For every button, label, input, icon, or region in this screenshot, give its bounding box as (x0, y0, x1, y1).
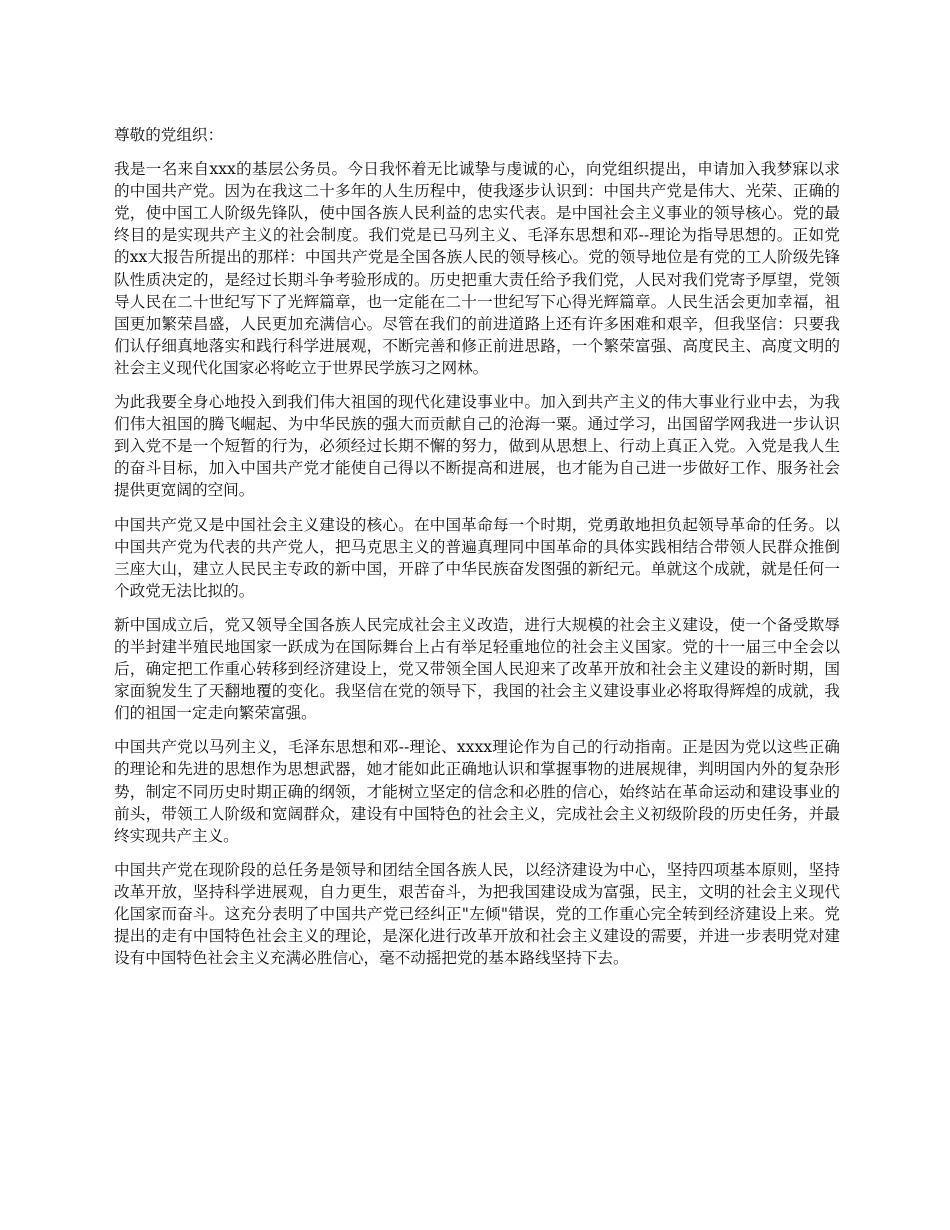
paragraph-6: 中国共产党在现阶段的总任务是领导和团结全国各族人民，以经济建设为中心，坚持四项基本原则，坚持改革开放，坚持科学进展观，自力更生，艰苦奋斗，为把我国建设成为富强，民主，文明的社会主义现代化国家而奋斗。这充分表明了中国共产党已经纠正"左倾"错误，党的工作重心完全转到经济建设上来。党提出的走有中国特色社会主义的理论，是深化进行改革开放和社会主义建设的需要，并进一步表明党对建设有中国特色社会主义充满必胜信心，毫不动摇把党的基本路线坚持下去。 (114, 860, 840, 968)
paragraph-4: 新中国成立后，党又领导全国各族人民完成社会主义改造，进行大规模的社会主义建设，使一个备受欺辱的半封建半殖民地国家一跃成为在国际舞台上占有举足轻重地位的社会主义国家。党的十一届三中全会以后，确定把工作重心转移到经济建设上，党又带领全国人民迎来了改革开放和社会主义建设的新时期，国家面貌发生了天翻地覆的变化。我坚信在党的领导下，我国的社会主义建设事业必将取得辉煌的成就，我们的祖国一定走向繁荣富强。 (114, 615, 840, 723)
paragraph-1: 我是一名来自xxx的基层公务员。今日我怀着无比诚挚与虔诚的心，向党组织提出，申请加入我梦寐以求的中国共产党。因为在我这二十多年的人生历程中，使我逐步认识到：中国共产党是伟大、光荣、正确的党，使中国工人阶级先锋队，使中国各族人民利益的忠实代表。是中国社会主义事业的领导核心。党的最终目的是实现共产主义的社会制度。我们党是已马列主义、毛泽东思想和邓--理论为指导思想的。正如党的xx大报告所提出的那样：中国共产党是全国各族人民的领导核心。党的领导地位是有党的工人阶级先锋队性质决定的，是经过长期斗争考验形成的。历史把重大责任给予我们党，人民对我们党寄予厚望，党领导人民在二十世纪写下了光辉篇章，也一定能在二十一世纪写下心得光辉篇章。人民生活会更加幸福，祖国更加繁荣昌盛，人民更加充满信心。尽管在我们的前进道路上还有许多困难和艰辛，但我坚信：只要我们认仔细真地落实和践行科学进展观，不断完善和修正前进思路，一个繁荣富强、高度民主、高度文明的社会主义现代化国家必将屹立于世界民学族习之网林。 (114, 160, 840, 377)
paragraph-5: 中国共产党以马列主义，毛泽东思想和邓--理论、xxxx理论作为自己的行动指南。正是因为党以这些正确的理论和先进的思想作为思想武器，她才能如此正确地认识和掌握事物的进展规律，判明国内外的复杂形势，制定不同历史时期正确的纲领，才能树立坚定的信念和必胜的信心，始终站在革命运动和建设事业的前头，带领工人阶级和宽阔群众，建设有中国特色的社会主义，完成社会主义初级阶段的历史任务，并最终实现共产主义。 (114, 738, 840, 845)
document-body (114, 124, 840, 981)
paragraph-3: 中国共产党又是中国社会主义建设的核心。在中国革命每一个时期，党勇敢地担负起领导革命的任务。以中国共产党为代表的共产党人，把马克思主义的普遍真理同中国革命的具体实践相结合带领人民群众推倒三座大山，建立人民民主专政的新中国，开辟了中华民族奋发图强的新纪元。单就这个成就，就是任何一个政党无法比拟的。 (114, 515, 840, 600)
paragraph-2: 为此我要全身心地投入到我们伟大祖国的现代化建设事业中。加入到共产主义的伟大事业行业中去，为我们伟大祖国的腾飞崛起、为中华民族的强大而贡献自己的沧海一粟。通过学习，出国留学网我进一步认识到入党不是一个短暂的行为，必须经过长期不懈的努力，做到从思想上、行动上真正入党。入党是我人生的奋斗目标，加入中国共产党才能使自己得以不断提高和进展，也才能为自己进一步做好工作、服务社会提供更宽阔的空间。 (114, 393, 840, 500)
salutation: 尊敬的党组织： (114, 126, 224, 144)
